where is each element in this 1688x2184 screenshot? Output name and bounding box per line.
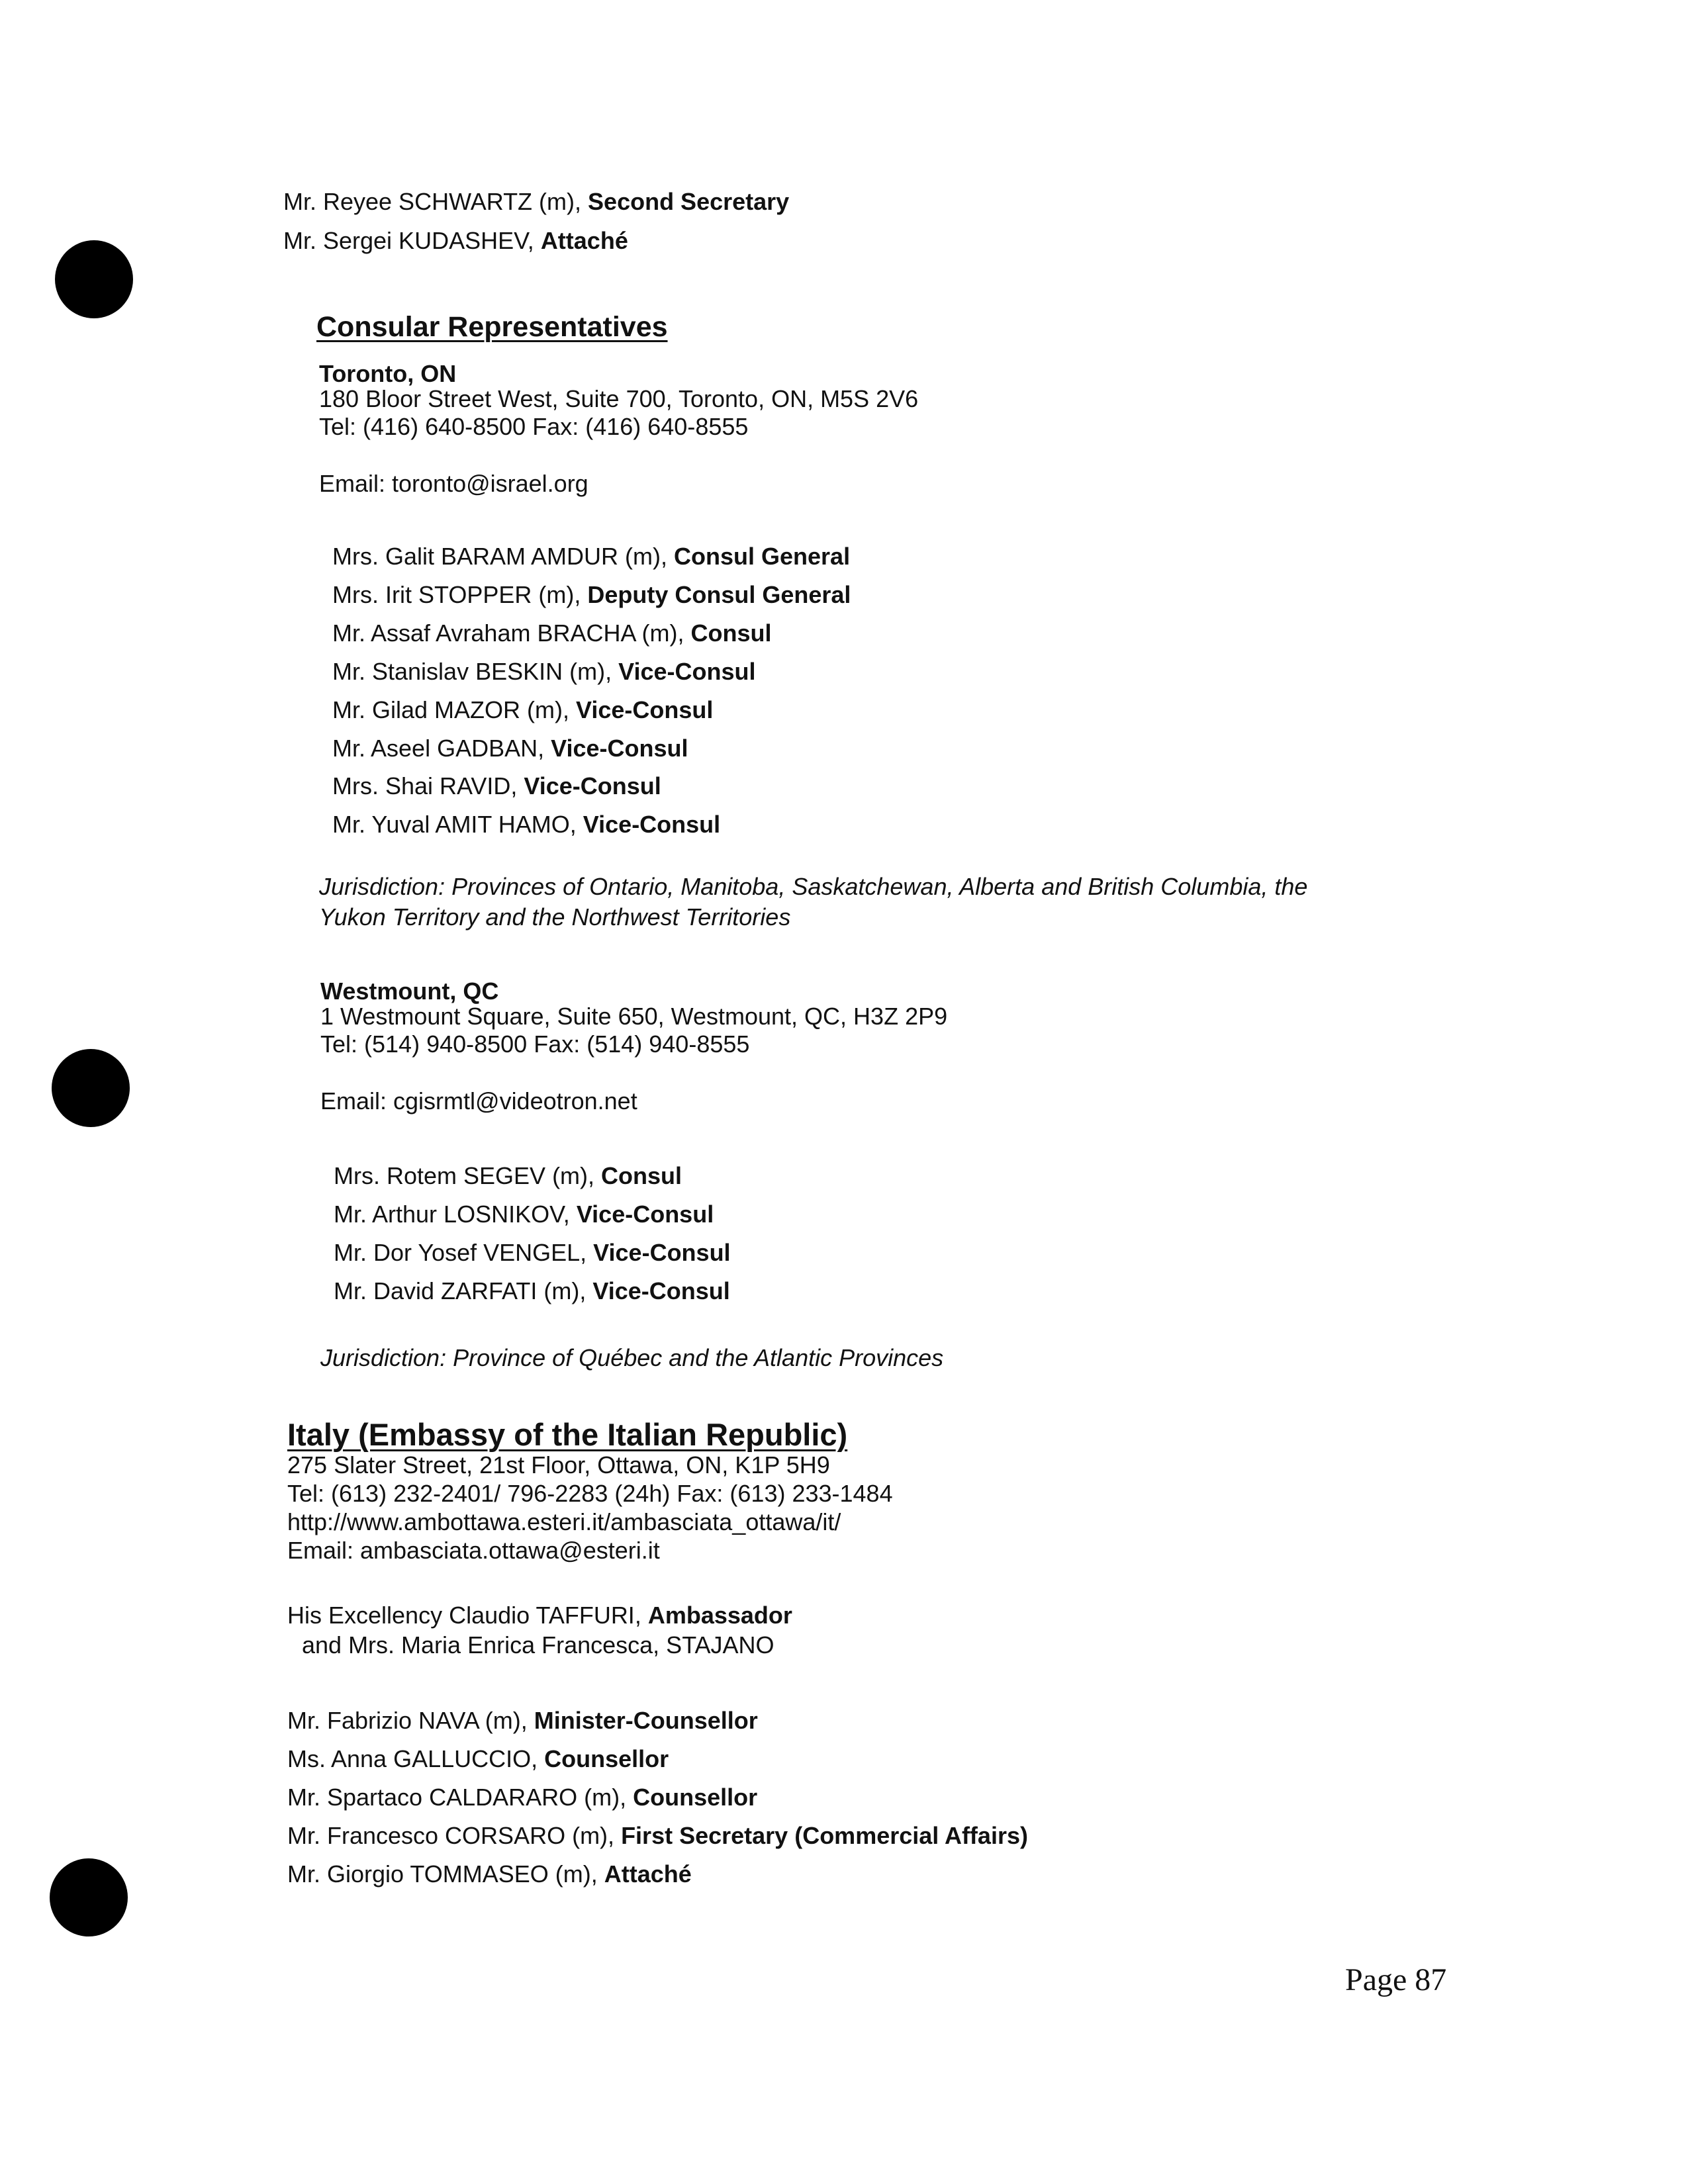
binder-hole-middle: [52, 1049, 130, 1127]
staff-line: [332, 774, 661, 798]
staff-title: Vice-Consul: [593, 1239, 731, 1266]
staff-line: [287, 1747, 669, 1771]
staff-name: Mrs. Shai RAVID,: [332, 772, 524, 799]
binder-hole-bottom: [50, 1858, 128, 1936]
staff-title: Consul: [601, 1162, 682, 1189]
staff-name: Mr. Giorgio TOMMASEO (m),: [287, 1860, 604, 1888]
staff-title: Deputy Consul General: [587, 581, 851, 608]
toronto-email: Email: toronto@israel.org: [319, 470, 588, 497]
staff-line: [287, 1786, 757, 1809]
staff-title: Minister-Counsellor: [534, 1707, 758, 1734]
staff-title: First Secretary (Commercial Affairs): [621, 1822, 1028, 1849]
staff-name: Mr. Dor Yosef VENGEL,: [334, 1239, 594, 1266]
staff-title: Vice-Consul: [576, 696, 714, 723]
binder-hole-top: [55, 240, 133, 318]
staff-line: [283, 229, 628, 253]
staff-line: [332, 545, 850, 569]
staff-title: Vice-Consul: [551, 735, 688, 762]
staff-name: Mr. Reyee SCHWARTZ (m),: [283, 188, 588, 215]
westmount-tel: Tel: (514) 940-8500 Fax: (514) 940-8555: [320, 1030, 750, 1058]
staff-name: Mrs. Galit BARAM AMDUR (m),: [332, 543, 675, 570]
toronto-address: 180 Bloor Street West, Suite 700, Toronto, ON, M5S 2V6: [319, 385, 919, 412]
staff-title: Vice-Consul: [576, 1201, 714, 1228]
staff-name: Mrs. Irit STOPPER (m),: [332, 581, 588, 608]
staff-line: [334, 1203, 714, 1226]
staff-name: Mr. Spartaco CALDARARO (m),: [287, 1784, 633, 1811]
staff-line: [334, 1164, 682, 1188]
page-number: Page 87: [1345, 1962, 1447, 1997]
consular-heading: Consular Representatives: [316, 311, 668, 343]
staff-title: Counsellor: [633, 1784, 758, 1811]
westmount-address: 1 Westmount Square, Suite 650, Westmount, QC, H3Z 2P9: [320, 1003, 948, 1030]
staff-name: Mr. Assaf Avraham BRACHA (m),: [332, 619, 691, 647]
staff-line: [332, 583, 851, 607]
staff-name: Mr. Arthur LOSNIKOV,: [334, 1201, 577, 1228]
toronto-office-name: Toronto, ON: [319, 360, 457, 387]
staff-title: Attaché: [540, 227, 628, 254]
staff-title: Vice-Consul: [618, 658, 756, 685]
ambassador-line: [287, 1604, 792, 1627]
staff-title: Second Secretary: [588, 188, 790, 215]
ambassador-spouse: and Mrs. Maria Enrica Francesca, STAJANO: [302, 1631, 774, 1659]
staff-line: [332, 698, 713, 722]
staff-line: [332, 660, 755, 684]
westmount-email: Email: cgisrmtl@videotron.net: [320, 1087, 637, 1115]
toronto-jurisdiction: Jurisdiction: Provinces of Ontario, Manitoba, Saskatchewan, Alberta and British Columbia, the: [319, 873, 1308, 900]
staff-line: [332, 813, 720, 837]
staff-title: Vice-Consul: [592, 1277, 730, 1304]
staff-title: Vice-Consul: [583, 811, 721, 838]
staff-title: Consul: [690, 619, 772, 647]
staff-title: Consul General: [674, 543, 851, 570]
ambassador-name: His Excellency Claudio TAFFURI,: [287, 1602, 648, 1629]
staff-title: Counsellor: [544, 1745, 669, 1772]
staff-name: Mrs. Rotem SEGEV (m),: [334, 1162, 602, 1189]
toronto-tel: Tel: (416) 640-8500 Fax: (416) 640-8555: [319, 413, 749, 440]
staff-name: Mr. Yuval AMIT HAMO,: [332, 811, 583, 838]
staff-title: Attaché: [604, 1860, 692, 1888]
staff-line: [334, 1279, 730, 1303]
westmount-office-name: Westmount, QC: [320, 978, 499, 1005]
staff-name: Mr. Sergei KUDASHEV,: [283, 227, 541, 254]
staff-line: [287, 1824, 1028, 1848]
italy-email: Email: ambasciata.ottawa@esteri.it: [287, 1537, 660, 1564]
staff-title: Vice-Consul: [524, 772, 661, 799]
staff-line: [287, 1862, 692, 1886]
staff-line: [283, 190, 789, 214]
italy-heading: Italy (Embassy of the Italian Republic): [287, 1417, 848, 1452]
staff-name: Mr. David ZARFATI (m),: [334, 1277, 593, 1304]
staff-name: Mr. Aseel GADBAN,: [332, 735, 551, 762]
staff-line: [332, 621, 771, 645]
staff-line: [334, 1241, 731, 1265]
staff-line: [287, 1709, 758, 1733]
staff-name: Ms. Anna GALLUCCIO,: [287, 1745, 545, 1772]
staff-line: [332, 737, 688, 760]
italy-tel: Tel: (613) 232-2401/ 796-2283 (24h) Fax: (613) 233-1484: [287, 1480, 893, 1507]
italy-url: http://www.ambottawa.esteri.it/ambasciata_ottawa/it/: [287, 1508, 841, 1535]
italy-address: 275 Slater Street, 21st Floor, Ottawa, ON, K1P 5H9: [287, 1451, 830, 1479]
ambassador-title: Ambassador: [647, 1602, 792, 1629]
staff-name: Mr. Stanislav BESKIN (m),: [332, 658, 619, 685]
toronto-jurisdiction: Yukon Territory and the Northwest Territories: [319, 903, 791, 931]
staff-name: Mr. Gilad MAZOR (m),: [332, 696, 576, 723]
westmount-jurisdiction: Jurisdiction: Province of Québec and the Atlantic Provinces: [320, 1344, 944, 1371]
staff-name: Mr. Francesco CORSARO (m),: [287, 1822, 622, 1849]
staff-name: Mr. Fabrizio NAVA (m),: [287, 1707, 534, 1734]
